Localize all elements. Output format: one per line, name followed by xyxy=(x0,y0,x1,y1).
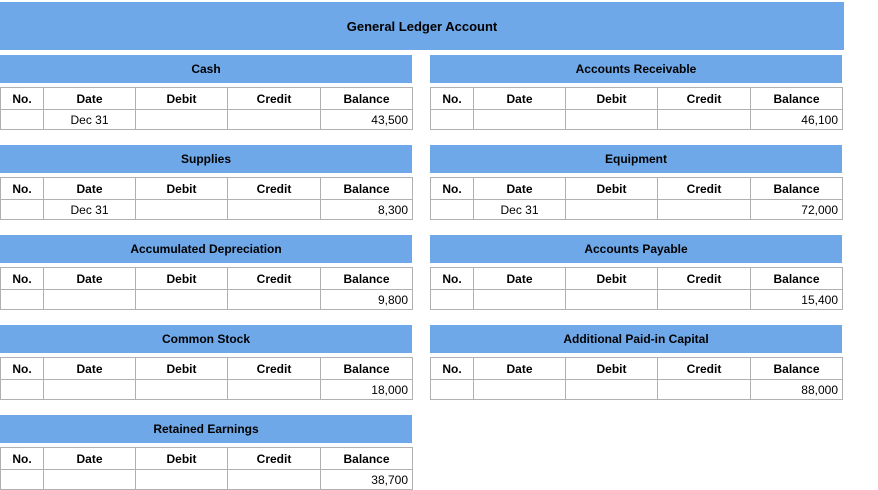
header-debit: Debit xyxy=(136,88,228,110)
header-balance: Balance xyxy=(321,268,413,290)
header-date: Date xyxy=(44,358,136,380)
no-cell[interactable] xyxy=(1,470,44,490)
account-title: Supplies xyxy=(0,145,412,173)
header-credit: Credit xyxy=(228,178,321,200)
table-row xyxy=(1,470,413,490)
credit-cell[interactable] xyxy=(228,110,321,130)
header-debit: Debit xyxy=(136,178,228,200)
header-balance: Balance xyxy=(321,88,413,110)
debit-cell[interactable] xyxy=(566,380,658,400)
credit-cell[interactable] xyxy=(658,110,751,130)
account-title: Accounts Payable xyxy=(430,235,842,263)
ledger-table xyxy=(0,447,413,490)
header-date: Date xyxy=(44,178,136,200)
ledger-table xyxy=(430,177,843,220)
header-date: Date xyxy=(44,268,136,290)
header-debit: Debit xyxy=(566,268,658,290)
balance-cell[interactable]: 46,100 xyxy=(751,110,843,130)
ledger-additional-paid-in-capital xyxy=(430,325,842,400)
header-no: No. xyxy=(431,268,474,290)
debit-cell[interactable] xyxy=(566,290,658,310)
header-no: No. xyxy=(1,88,44,110)
header-credit: Credit xyxy=(658,178,751,200)
header-no: No. xyxy=(431,178,474,200)
account-title: Accumulated Depreciation xyxy=(0,235,412,263)
header-no: No. xyxy=(1,448,44,470)
account-title: Equipment xyxy=(430,145,842,173)
header-balance: Balance xyxy=(321,358,413,380)
no-cell[interactable] xyxy=(1,200,44,220)
ledger-table xyxy=(430,357,843,400)
ledger-supplies xyxy=(0,145,412,220)
debit-cell[interactable] xyxy=(566,200,658,220)
date-cell[interactable] xyxy=(474,290,566,310)
ledger-table xyxy=(0,357,413,400)
header-no: No. xyxy=(1,178,44,200)
ledger-title: General Ledger Account xyxy=(0,2,844,50)
header-debit: Debit xyxy=(566,178,658,200)
header-debit: Debit xyxy=(566,358,658,380)
balance-cell[interactable]: 15,400 xyxy=(751,290,843,310)
ledger-accounts-payable xyxy=(430,235,842,310)
credit-cell[interactable] xyxy=(658,200,751,220)
no-cell[interactable] xyxy=(431,200,474,220)
no-cell[interactable] xyxy=(1,290,44,310)
ledger-accumulated-depreciation xyxy=(0,235,412,310)
header-balance: Balance xyxy=(751,178,843,200)
header-balance: Balance xyxy=(751,268,843,290)
header-debit: Debit xyxy=(136,448,228,470)
debit-cell[interactable] xyxy=(136,470,228,490)
credit-cell[interactable] xyxy=(228,470,321,490)
header-credit: Credit xyxy=(228,358,321,380)
table-row xyxy=(431,110,843,130)
credit-cell[interactable] xyxy=(228,380,321,400)
date-cell[interactable] xyxy=(474,110,566,130)
header-debit: Debit xyxy=(566,88,658,110)
table-row xyxy=(1,110,413,130)
no-cell[interactable] xyxy=(431,110,474,130)
debit-cell[interactable] xyxy=(136,200,228,220)
header-date: Date xyxy=(474,88,566,110)
date-cell[interactable] xyxy=(474,380,566,400)
balance-cell[interactable]: 38,700 xyxy=(321,470,413,490)
header-credit: Credit xyxy=(658,88,751,110)
header-debit: Debit xyxy=(136,358,228,380)
header-date: Date xyxy=(44,88,136,110)
ledger-table xyxy=(0,87,413,130)
balance-cell[interactable]: 72,000 xyxy=(751,200,843,220)
balance-cell[interactable]: 43,500 xyxy=(321,110,413,130)
balance-cell[interactable]: 88,000 xyxy=(751,380,843,400)
header-balance: Balance xyxy=(751,88,843,110)
date-cell[interactable] xyxy=(44,470,136,490)
header-no: No. xyxy=(431,358,474,380)
ledger-cash xyxy=(0,55,412,130)
table-row xyxy=(1,380,413,400)
ledger-table xyxy=(430,267,843,310)
header-credit: Credit xyxy=(658,268,751,290)
ledger-retained-earnings xyxy=(0,415,412,490)
header-no: No. xyxy=(1,268,44,290)
ledger-equipment xyxy=(430,145,842,220)
credit-cell[interactable] xyxy=(658,290,751,310)
table-row xyxy=(431,200,843,220)
ledger-accounts-receivable xyxy=(430,55,842,130)
header-date: Date xyxy=(44,448,136,470)
account-title: Retained Earnings xyxy=(0,415,412,443)
header-credit: Credit xyxy=(228,268,321,290)
date-cell[interactable]: Dec 31 xyxy=(474,200,566,220)
date-cell[interactable]: Dec 31 xyxy=(44,200,136,220)
ledger-table xyxy=(0,177,413,220)
header-credit: Credit xyxy=(228,88,321,110)
header-balance: Balance xyxy=(321,178,413,200)
table-row xyxy=(431,290,843,310)
header-credit: Credit xyxy=(658,358,751,380)
header-credit: Credit xyxy=(228,448,321,470)
no-cell[interactable] xyxy=(431,290,474,310)
account-title: Common Stock xyxy=(0,325,412,353)
credit-cell[interactable] xyxy=(228,290,321,310)
balance-cell[interactable]: 8,300 xyxy=(321,200,413,220)
table-row xyxy=(431,380,843,400)
ledger-common-stock xyxy=(0,325,412,400)
debit-cell[interactable] xyxy=(136,380,228,400)
credit-cell[interactable] xyxy=(658,380,751,400)
date-cell[interactable] xyxy=(44,290,136,310)
account-title: Additional Paid-in Capital xyxy=(430,325,842,353)
account-title: Cash xyxy=(0,55,412,83)
no-cell[interactable] xyxy=(431,380,474,400)
header-debit: Debit xyxy=(136,268,228,290)
balance-cell[interactable]: 9,800 xyxy=(321,290,413,310)
no-cell[interactable] xyxy=(1,380,44,400)
header-no: No. xyxy=(1,358,44,380)
no-cell[interactable] xyxy=(1,110,44,130)
ledger-table xyxy=(430,87,843,130)
debit-cell[interactable] xyxy=(136,110,228,130)
account-title: Accounts Receivable xyxy=(430,55,842,83)
table-row xyxy=(1,290,413,310)
header-balance: Balance xyxy=(751,358,843,380)
header-no: No. xyxy=(431,88,474,110)
debit-cell[interactable] xyxy=(566,110,658,130)
date-cell[interactable] xyxy=(44,380,136,400)
header-date: Date xyxy=(474,268,566,290)
ledger-table xyxy=(0,267,413,310)
header-balance: Balance xyxy=(321,448,413,470)
header-date: Date xyxy=(474,178,566,200)
date-cell[interactable]: Dec 31 xyxy=(44,110,136,130)
credit-cell[interactable] xyxy=(228,200,321,220)
balance-cell[interactable]: 18,000 xyxy=(321,380,413,400)
header-date: Date xyxy=(474,358,566,380)
debit-cell[interactable] xyxy=(136,290,228,310)
table-row xyxy=(1,200,413,220)
